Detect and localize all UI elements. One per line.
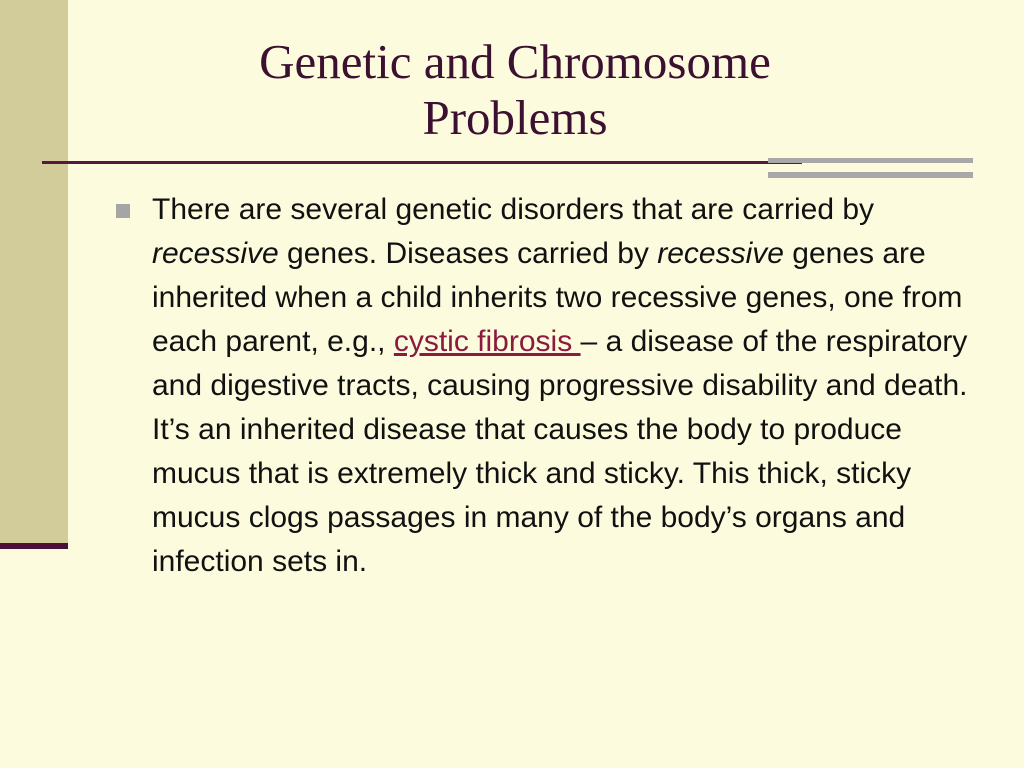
bullet-text: [152, 188, 976, 584]
bullet-text-part-4: – a disease of the respiratory and digestive tracts, causing progressive disability and death. It’s an inherited disease that causes the body to produce mucus that is extremely thick and sticky. This thick, sticky mucus clogs passages in many of the body’s organs and infection sets in.: [152, 325, 968, 578]
slide-title: [130, 34, 900, 146]
title-divider-gray-bar-bottom: [768, 172, 973, 178]
bullet-text-part-1: There are several genetic disorders that are carried by: [152, 193, 875, 226]
bullet-text-part-3: genes are inherited when a child inherits two recessive genes, one from each parent, e.g.,: [152, 237, 963, 358]
square-bullet-icon: [116, 204, 130, 218]
bullet-list: [116, 188, 976, 584]
bullet-text-part-2: genes. Diseases carried by: [278, 237, 658, 270]
side-accent-bar: [0, 543, 68, 549]
title-divider-gray-bar-top: [768, 158, 973, 163]
title-divider-line: [42, 161, 802, 164]
side-band: [0, 0, 68, 543]
slide-title-line-2: Problems: [422, 90, 608, 145]
list-item: [116, 188, 976, 584]
slide-title-line-1: Genetic and Chromosome: [259, 34, 771, 89]
emphasis-recessive-1: recessive: [152, 237, 279, 270]
emphasis-recessive-2: recessive: [657, 237, 784, 270]
cystic-fibrosis-link[interactable]: cystic fibrosis: [393, 325, 581, 358]
